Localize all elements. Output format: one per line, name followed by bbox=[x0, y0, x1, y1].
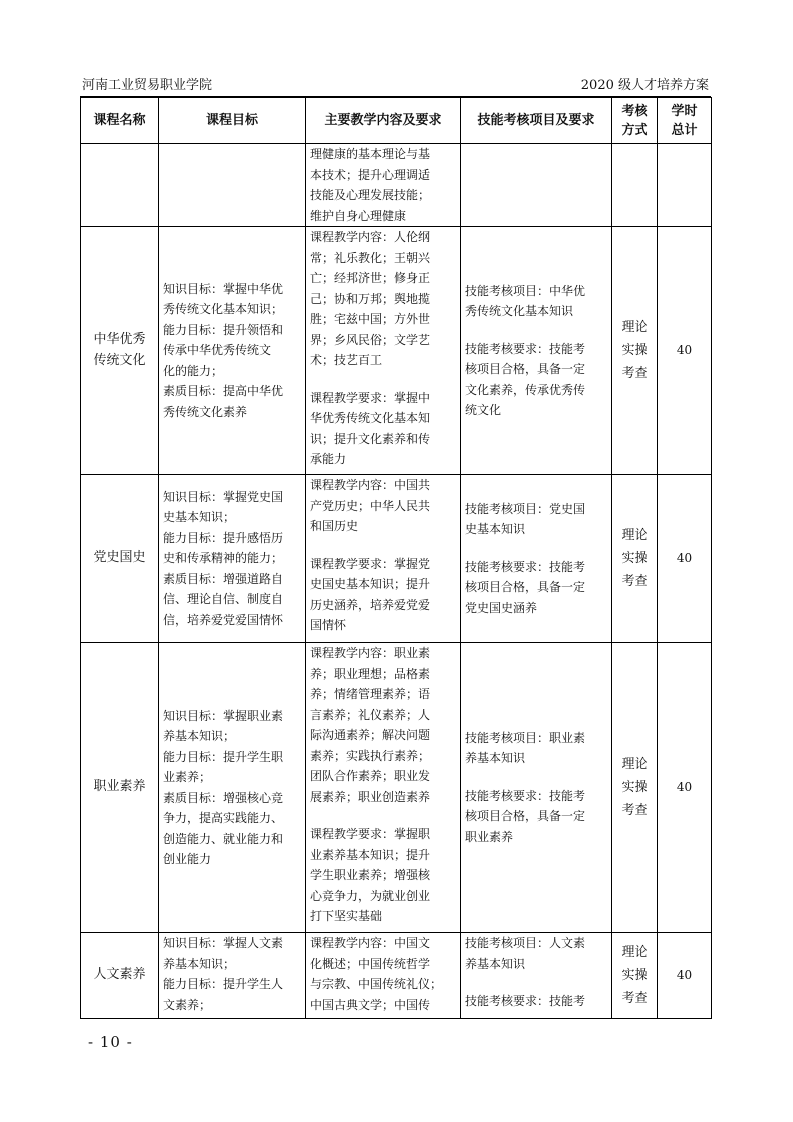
header-school: 河南工业贸易职业学院 bbox=[82, 78, 213, 93]
course-mode bbox=[612, 144, 658, 227]
course-hours: 40 bbox=[658, 227, 712, 475]
course-hours bbox=[658, 144, 712, 227]
course-content bbox=[306, 933, 461, 1019]
col-header-skill: 技能考核项目及要求 bbox=[461, 98, 612, 144]
page-number: - 10 - bbox=[88, 1033, 133, 1051]
skill-requirement: 技能考核要求：技能考 核项目合格，具备一定 党史国史涵养 bbox=[465, 559, 586, 615]
course-mode: 理论 实操 考查 bbox=[612, 643, 658, 933]
goal-text: 知识目标：掌握中华优 秀传统文化基本知识； 能力目标：提升领悟和 传承中华优秀传统文 化的能力； 素质目标：提高中华优 秀传统文化素养 bbox=[163, 281, 284, 419]
course-hours: 40 bbox=[658, 933, 712, 1019]
header-plan: 2020 级人才培养方案 bbox=[580, 78, 709, 93]
course-mode: 理论 实操 考查 bbox=[612, 227, 658, 475]
course-content bbox=[306, 227, 461, 475]
course-table bbox=[80, 97, 712, 1019]
course-content bbox=[306, 144, 461, 227]
course-name: 人文素养 bbox=[81, 933, 159, 1019]
goal-text: 知识目标：掌握人文素 养基本知识； 能力目标：提升学生人 文素养； bbox=[163, 936, 284, 1012]
course-skill bbox=[461, 227, 612, 475]
content-text: 理健康的基本理论与基 本技术；提升心理调适 技能及心理发展技能； 维护自身心理健康 bbox=[310, 147, 431, 223]
goal-text: 知识目标：掌握党史国 史基本知识； 能力目标：提升感悟历 史和传承精神的能力； 素质目标：增强道路自 信、理论自信、制度自 信，培养爱党爱国情怀 bbox=[163, 489, 284, 627]
table-row bbox=[81, 643, 712, 933]
col-header-name: 课程名称 bbox=[81, 98, 159, 144]
col-header-content: 主要教学内容及要求 bbox=[306, 98, 461, 144]
skill-item: 技能考核项目：中华优 秀传统文化基本知识 bbox=[465, 283, 586, 318]
col-header-mode: 考核 方式 bbox=[612, 98, 658, 144]
table-header-row bbox=[81, 98, 712, 144]
content-requirement: 课程教学要求：掌握中 华优秀传统文化基本知 识；提升文化素养和传 承能力 bbox=[310, 390, 431, 466]
course-content bbox=[306, 643, 461, 933]
content-text: 课程教学内容：中国共 产党历史；中华人民共 和国历史 bbox=[310, 478, 431, 533]
course-goal bbox=[159, 933, 306, 1019]
table-row bbox=[81, 475, 712, 643]
skill-requirement: 技能考核要求：技能考 bbox=[465, 994, 586, 1008]
course-name: 职业素养 bbox=[81, 643, 159, 933]
course-skill bbox=[461, 144, 612, 227]
course-name: 党史国史 bbox=[81, 475, 159, 643]
course-mode: 理论 实操 考查 bbox=[612, 933, 658, 1019]
course-goal bbox=[159, 144, 306, 227]
col-header-goal: 课程目标 bbox=[159, 98, 306, 144]
skill-requirement: 技能考核要求：技能考 核项目合格，具备一定 职业素养 bbox=[465, 788, 586, 844]
course-goal bbox=[159, 475, 306, 643]
content-text: 课程教学内容：职业素 养；职业理想；品格素 养；情绪管理素养；语 言素养；礼仪素养；人 际沟通素养；解决问题 素养；实践执行素养； 团队合作素养；职业发 展素养；职业创造素养 bbox=[310, 646, 431, 804]
course-hours: 40 bbox=[658, 475, 712, 643]
table-row bbox=[81, 933, 712, 1019]
content-text: 课程教学内容：人伦纲 常；礼乐教化；王朝兴 亡；经邦济世；修身正 己；协和万邦；舆地揽 胜；宅兹中国；方外世 界；乡风民俗；文学艺 术；技艺百工 bbox=[310, 230, 431, 367]
course-goal bbox=[159, 227, 306, 475]
course-skill bbox=[461, 643, 612, 933]
course-goal bbox=[159, 643, 306, 933]
goal-text: 知识目标：掌握职业素 养基本知识； 能力目标：提升学生职 业素养； 素质目标：增强核心竞 争力，提高实践能力、 创造能力、就业能力和 创业能力 bbox=[163, 708, 284, 866]
content-text: 课程教学内容：中国文 化概述；中国传统哲学 与宗教、中国传统礼仪； 中国古典文学；中国传 bbox=[310, 936, 443, 1012]
course-hours: 40 bbox=[658, 643, 712, 933]
page-header bbox=[80, 74, 711, 97]
table-row bbox=[81, 144, 712, 227]
skill-requirement: 技能考核要求：技能考 核项目合格，具备一定 文化素养，传承优秀传 统文化 bbox=[465, 341, 586, 417]
course-skill bbox=[461, 933, 612, 1019]
skill-item: 技能考核项目：人文素 养基本知识 bbox=[465, 936, 586, 971]
course-name bbox=[81, 144, 159, 227]
content-requirement: 课程教学要求：掌握职 业素养基本知识；提升 学生职业素养；增强核 心竞争力，为就业创业 打下坚实基础 bbox=[310, 827, 431, 923]
course-mode: 理论 实操 考查 bbox=[612, 475, 658, 643]
col-header-hours: 学时 总计 bbox=[658, 98, 712, 144]
skill-item: 技能考核项目：党史国 史基本知识 bbox=[465, 501, 586, 537]
course-content bbox=[306, 475, 461, 643]
table-row bbox=[81, 227, 712, 475]
course-name: 中华优秀 传统文化 bbox=[81, 227, 159, 475]
course-skill bbox=[461, 475, 612, 643]
skill-item: 技能考核项目：职业素 养基本知识 bbox=[465, 730, 586, 766]
content-requirement: 课程教学要求：掌握党 史国史基本知识；提升 历史涵养，培养爱党爱 国情怀 bbox=[310, 556, 431, 632]
